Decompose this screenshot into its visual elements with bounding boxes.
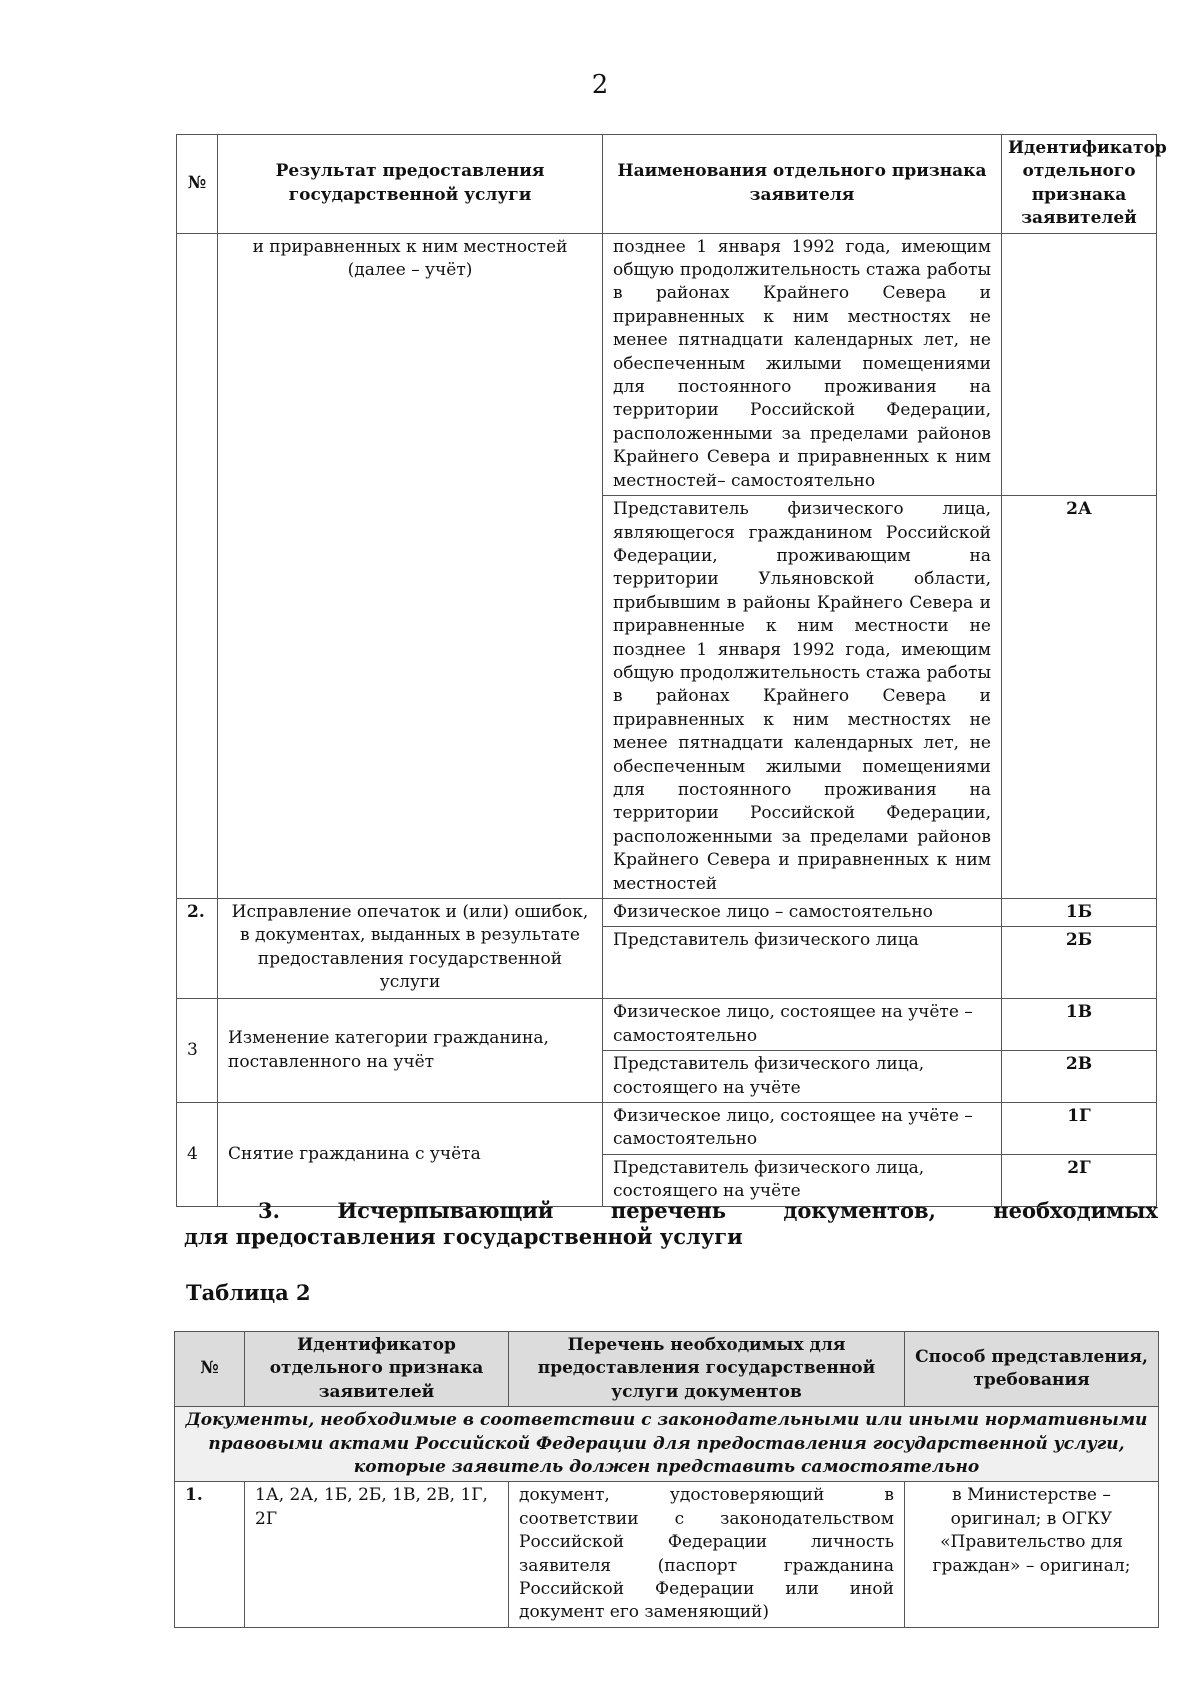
header-identifier: Идентификатор отдельного признака заявителей bbox=[1002, 135, 1157, 234]
table-header-row bbox=[177, 135, 1157, 234]
documents-table bbox=[174, 1331, 1159, 1628]
row-number: 4 bbox=[177, 1103, 218, 1207]
table-group-row bbox=[175, 1407, 1159, 1482]
row-number: 1. bbox=[175, 1482, 245, 1627]
feature-cell: Представитель физического лица bbox=[603, 927, 1002, 999]
identifier-cell: 2А bbox=[1002, 496, 1157, 899]
header-num: № bbox=[177, 135, 218, 234]
identifier-cell: 1Г bbox=[1002, 1103, 1157, 1155]
result-cell: и приравненных к ним местностей (далее – учёт) bbox=[218, 233, 603, 898]
identifier-cell: 2Г bbox=[1002, 1154, 1157, 1206]
table-row bbox=[175, 1482, 1159, 1627]
header-method: Способ представления, требования bbox=[905, 1332, 1159, 1407]
feature-cell: Физическое лицо, состоящее на учёте – самостоятельно bbox=[603, 999, 1002, 1051]
identifier-cell: 2Б bbox=[1002, 927, 1157, 999]
document-cell: документ, удостоверяющий в соответствии с законодательством Российской Федерации личность заявителя (паспорт гражданина Российской Федерации или иной документ его заменяющий) bbox=[509, 1482, 905, 1627]
identifier-cell bbox=[1002, 233, 1157, 495]
method-cell: в Министерстве – оригинал; в ОГКУ «Правительство для граждан» – оригинал; bbox=[905, 1482, 1159, 1627]
feature-cell: Представитель физического лица, состоящего на учёте bbox=[603, 1154, 1002, 1206]
identifier-cell: 1Б bbox=[1002, 899, 1157, 927]
header-documents: Перечень необходимых для предоставления государственной услуги документов bbox=[509, 1332, 905, 1407]
header-identifier: Идентификатор отдельного признака заявителей bbox=[245, 1332, 509, 1407]
table-row bbox=[177, 999, 1157, 1051]
feature-cell: Физическое лицо – самостоятельно bbox=[603, 899, 1002, 927]
header-result: Результат предоставления государственной услуги bbox=[218, 135, 603, 234]
table-row bbox=[177, 233, 1157, 495]
group-title: Документы, необходимые в соответствии с законодательными или иными нормативными правовыми актами Российской Федерации для предоставления государственной услуги, которые заявитель должен представить самостоятельно bbox=[175, 1407, 1159, 1482]
feature-cell: позднее 1 января 1992 года, имеющим общую продолжительность стажа работы в районах Крайнего Севера и приравненных к ним местностях не менее пятнадцати календарных лет, не обеспеченным жилыми помещениями для постоянного проживания на территории Российской Федерации, расположенными за пределами районов Крайнего Севера и приравненных к ним местностей– самостоятельно bbox=[603, 233, 1002, 495]
table-row bbox=[177, 899, 1157, 927]
feature-cell: Представитель физического лица, являющегося гражданином Российской Федерации, проживающим на территории Ульяновской области, прибывшим в районы Крайнего Севера и приравненные к ним местности не позднее 1 января 1992 года, имеющим общую продолжительность стажа работы в районах Крайнего Севера и приравненных к ним местностях не менее пятнадцати календарных лет, не обеспеченным жилыми помещениями для постоянного проживания на территории Российской Федерации, расположенными за пределами районов Крайнего Севера и приравненных к ним местностей bbox=[603, 496, 1002, 899]
applicant-features-table bbox=[176, 134, 1167, 1207]
feature-cell: Физическое лицо, состоящее на учёте – самостоятельно bbox=[603, 1103, 1002, 1155]
page-number: 2 bbox=[591, 70, 609, 100]
header-num: № bbox=[175, 1332, 245, 1407]
section-heading: 3. Исчерпывающий перечень документов, необходимых для предоставления государственной услуги bbox=[184, 1198, 1158, 1249]
identifiers-cell: 1А, 2А, 1Б, 2Б, 1В, 2В, 1Г, 2Г bbox=[245, 1482, 509, 1627]
row-number: 2. bbox=[177, 899, 218, 999]
result-cell: Изменение категории гражданина, поставленного на учёт bbox=[218, 999, 603, 1103]
table-header-row bbox=[175, 1332, 1159, 1407]
header-feature: Наименования отдельного признака заявителя bbox=[603, 135, 1002, 234]
result-cell: Исправление опечаток и (или) ошибок, в документах, выданных в результате предоставления государственной услуги bbox=[218, 899, 603, 999]
identifier-cell: 1В bbox=[1002, 999, 1157, 1051]
result-cell: Снятие гражданина с учёта bbox=[218, 1103, 603, 1207]
identifier-cell: 2В bbox=[1002, 1051, 1157, 1103]
row-number: 3 bbox=[177, 999, 218, 1103]
feature-cell: Представитель физического лица, состоящего на учёте bbox=[603, 1051, 1002, 1103]
table-caption: Таблица 2 bbox=[186, 1280, 311, 1305]
table-row bbox=[177, 1103, 1157, 1155]
